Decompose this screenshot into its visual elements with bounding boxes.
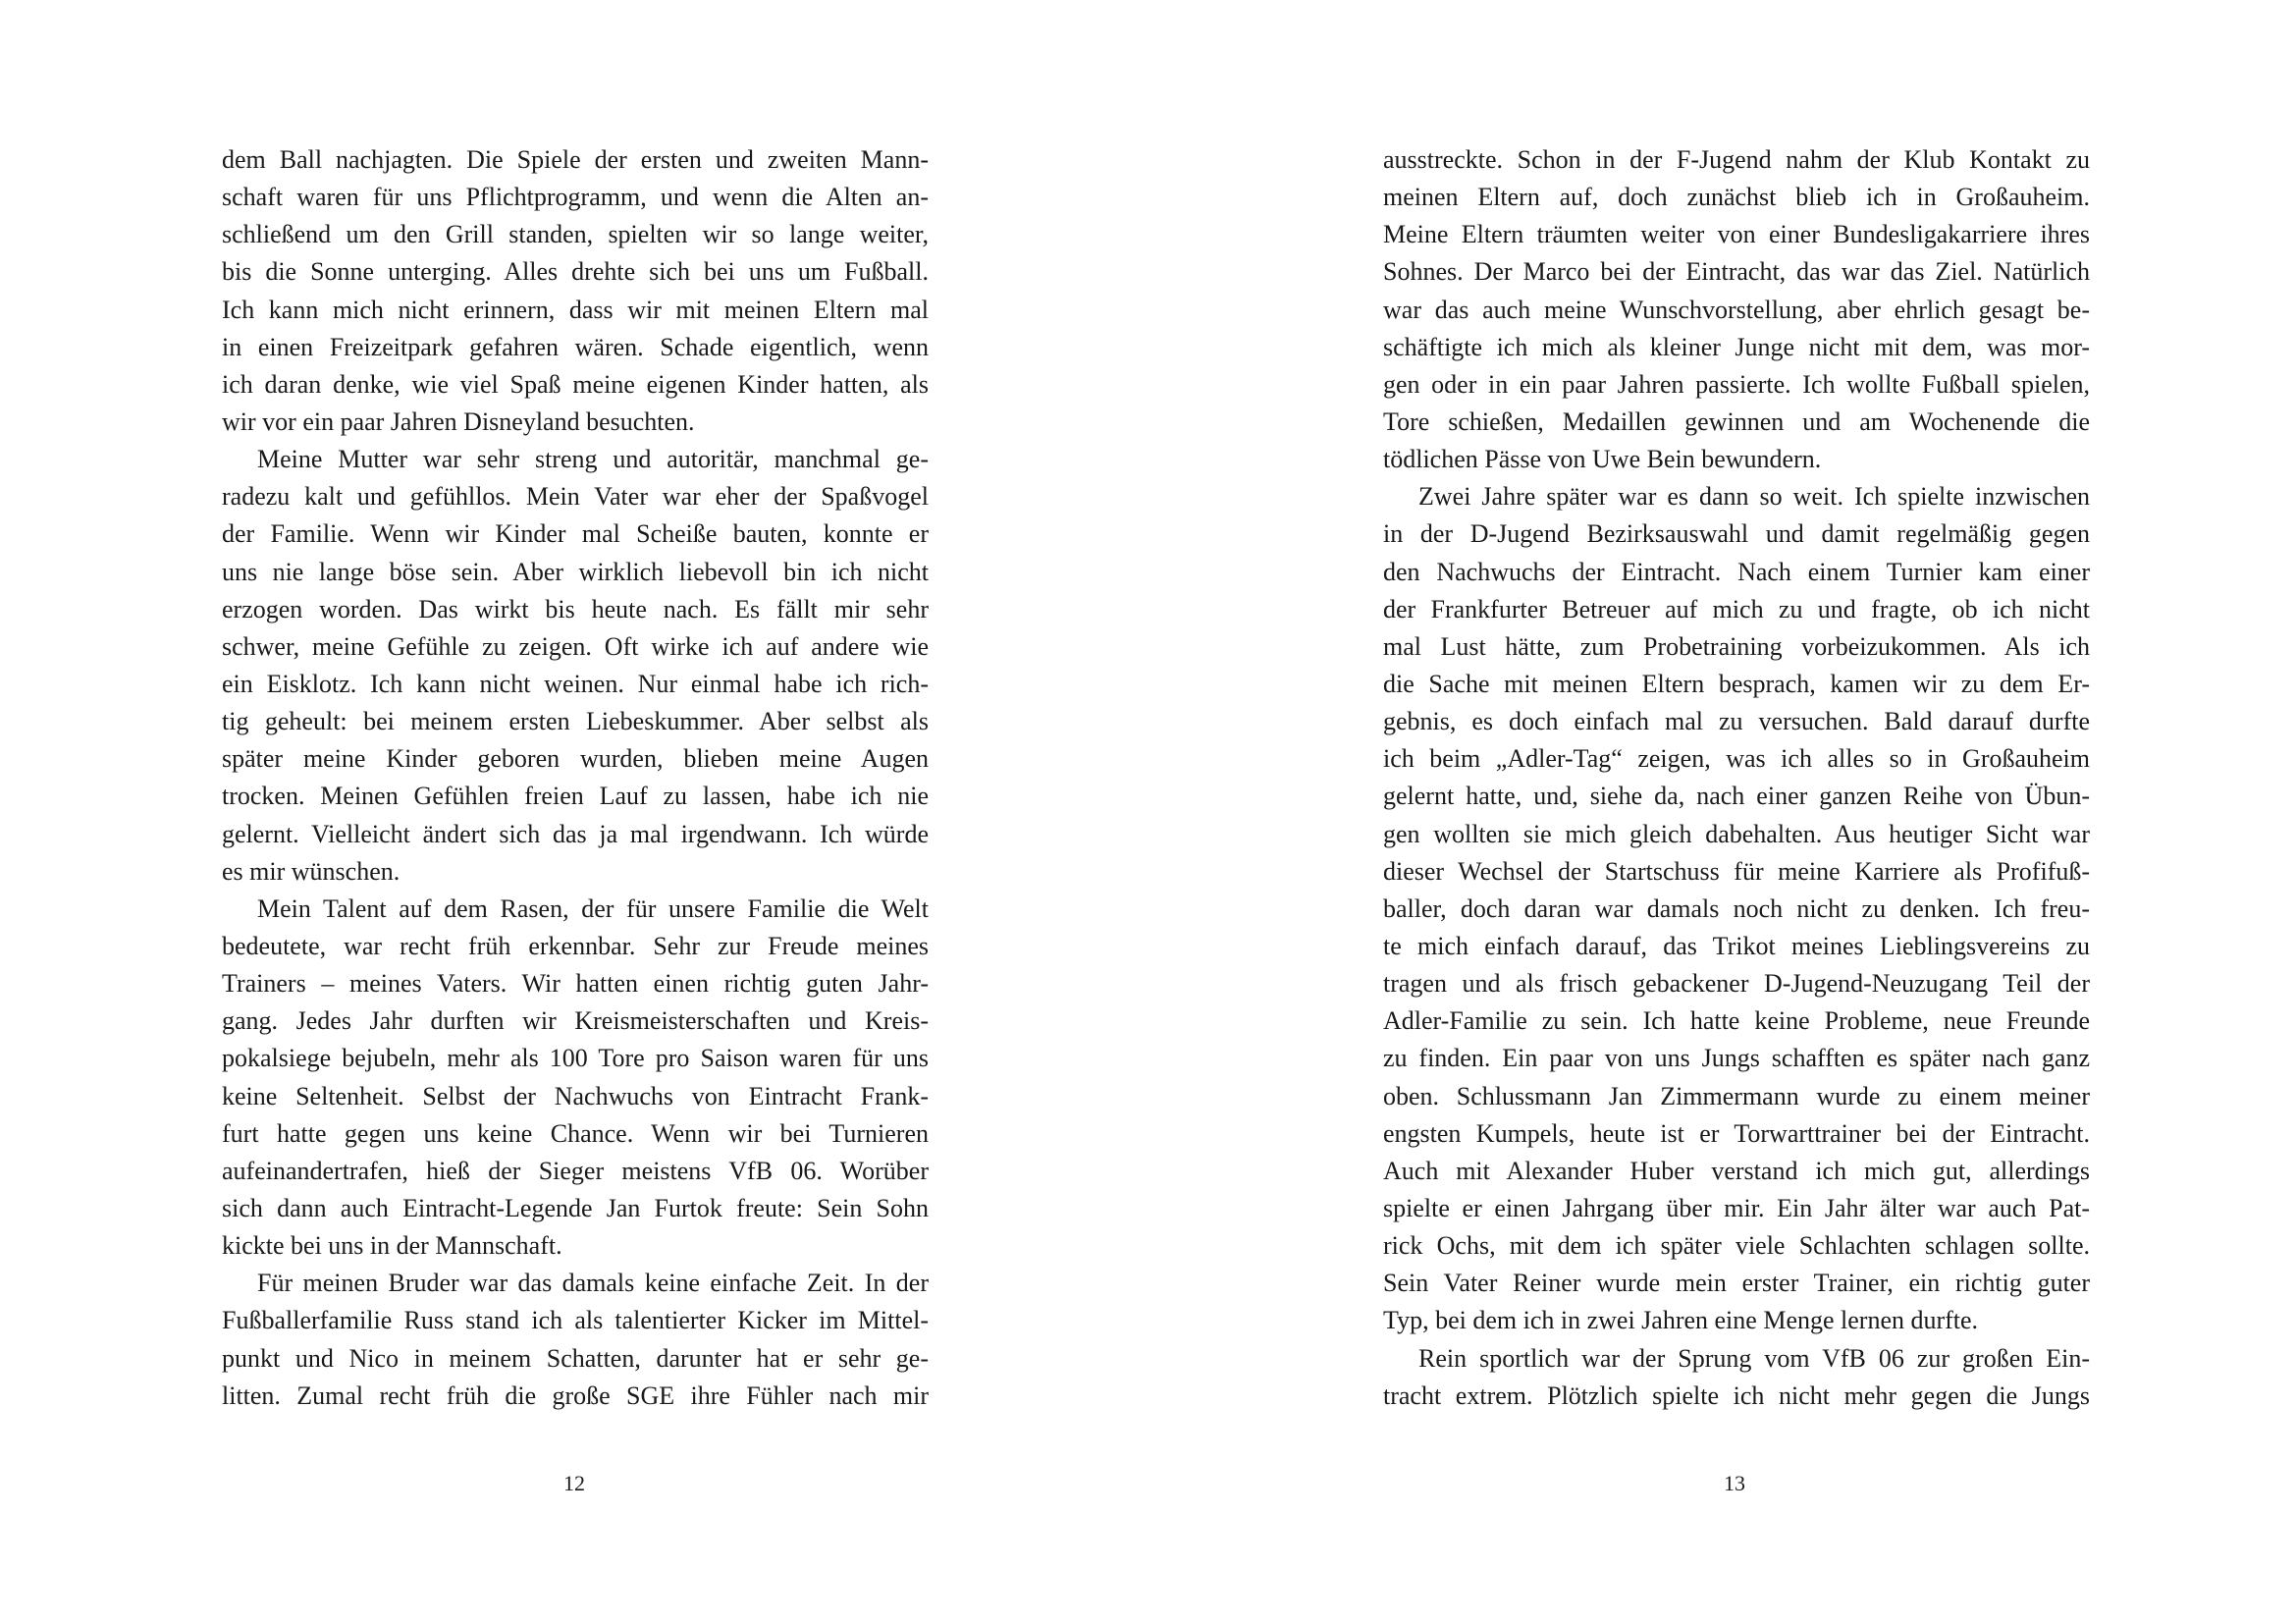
text-line: Für meinen Bruder war das damals keine einfache Zeit. In der [257, 1269, 929, 1298]
left-page-number: 12 [563, 1471, 585, 1495]
text-line: bis die Sonne unterging. Alles drehte sich bei uns um Fußball. [222, 257, 929, 287]
text-line: Sohnes. Der Marco bei der Eintracht, das war das Ziel. Natürlich [1383, 257, 2090, 287]
text-line: furt hatte gegen uns keine Chance. Wenn wir bei Turnieren [222, 1118, 929, 1148]
text-line: radezu kalt und gefühllos. Mein Vater war eher der Spaßvogel [222, 482, 929, 512]
text-line: Meine Mutter war sehr streng und autoritär, manchmal ge- [257, 445, 929, 474]
text-line: Mein Talent auf dem Rasen, der für unsere Familie die Welt [257, 893, 929, 923]
text-line: in der D-Jugend Bezirksauswahl und damit regelmäßig gegen [1383, 519, 2090, 549]
text-line: gebnis, es doch einfach mal zu versuchen. Bald darauf durfte [1383, 707, 2090, 736]
text-line: dem Ball nachjagten. Die Spiele der ersten und zweiten Mann- [222, 145, 929, 174]
text-line: es mir wünschen. [222, 856, 400, 886]
text-line: ich daran denke, wie viel Spaß meine eigenen Kinder hatten, als [222, 369, 929, 399]
text-line: Fußballerfamilie Russ stand ich als talentierter Kicker im Mittel- [222, 1306, 929, 1335]
text-line: schließend um den Grill standen, spielten wir so lange weiter, [222, 220, 929, 249]
right-page [1148, 0, 2295, 1624]
text-line: meinen Eltern auf, doch zunächst blieb ich in Großauheim. [1383, 183, 2090, 212]
text-line: mal Lust hätte, zum Probetraining vorbeizukommen. Als ich [1383, 631, 2090, 661]
text-line: gang. Jedes Jahr durften wir Kreismeisterschaften und Kreis- [222, 1006, 929, 1036]
text-line: gelernt. Vielleicht ändert sich das ja mal irgendwann. Ich würde [222, 819, 929, 848]
text-line: in einen Freizeitpark gefahren wären. Schade eigentlich, wenn [222, 332, 929, 361]
text-line: gen oder in ein paar Jahren passierte. Ich wollte Fußball spielen, [1383, 369, 2090, 399]
text-line: keine Seltenheit. Selbst der Nachwuchs von Eintracht Frank- [222, 1081, 929, 1110]
text-line: punkt und Nico in meinem Schatten, darunter hat er sehr ge- [222, 1343, 929, 1373]
text-line: Sein Vater Reiner wurde mein erster Trainer, ein richtig guter [1383, 1269, 2090, 1298]
text-line: ich beim „Adler-Tag“ zeigen, was ich alles so in Großauheim [1383, 744, 2090, 774]
text-line: uns nie lange böse sein. Aber wirklich liebevoll bin ich nicht [222, 557, 929, 586]
text-line: erzogen worden. Das wirkt bis heute nach. Es fällt mir sehr [222, 594, 929, 623]
right-page-number: 13 [1724, 1471, 1745, 1495]
text-line: baller, doch daran war damals noch nicht zu denken. Ich freu- [1383, 893, 2090, 923]
text-line: kickte bei uns in der Mannschaft. [222, 1231, 562, 1261]
text-line: aufeinandertrafen, hieß der Sieger meistens VfB 06. Worüber [222, 1156, 929, 1185]
text-line: Auch mit Alexander Huber verstand ich mich gut, allerdings [1383, 1156, 2090, 1185]
text-line: tödlichen Pässe von Uwe Bein bewundern. [1383, 445, 1822, 474]
left-page-body-text [222, 141, 929, 1415]
text-line: war das auch meine Wunschvorstellung, aber ehrlich gesagt be- [1383, 295, 2090, 324]
text-line: pokalsiege bejubeln, mehr als 100 Tore pro Saison waren für uns [222, 1044, 929, 1073]
text-line: Trainers – meines Vaters. Wir hatten einen richtig guten Jahr- [222, 969, 929, 999]
text-line: Adler-Familie zu sein. Ich hatte keine Probleme, neue Freunde [1383, 1006, 2090, 1036]
text-line: der Familie. Wenn wir Kinder mal Scheiße bauten, konnte er [222, 519, 929, 549]
text-line: später meine Kinder geboren wurden, blieben meine Augen [222, 744, 929, 774]
text-line: Typ, bei dem ich in zwei Jahren eine Menge lernen durfte. [1383, 1306, 1979, 1335]
text-line: Tore schießen, Medaillen gewinnen und am Wochenende die [1383, 406, 2090, 436]
text-line: den Nachwuchs der Eintracht. Nach einem Turnier kam einer [1383, 557, 2090, 586]
text-line: wir vor ein paar Jahren Disneyland besuchten. [222, 406, 695, 436]
text-line: trocken. Meinen Gefühlen freien Lauf zu lassen, habe ich nie [222, 782, 929, 811]
text-line: litten. Zumal recht früh die große SGE ihre Fühler nach mir [222, 1380, 929, 1410]
text-line: der Frankfurter Betreuer auf mich zu und fragte, ob ich nicht [1383, 594, 2090, 623]
text-line: zu finden. Ein paar von uns Jungs schafften es später nach ganz [1383, 1044, 2090, 1073]
text-line: schäftigte ich mich als kleiner Junge nicht mit dem, was mor- [1383, 332, 2090, 361]
text-line: engsten Kumpels, heute ist er Torwarttrainer bei der Eintracht. [1383, 1118, 2090, 1148]
text-line: te mich einfach darauf, das Trikot meines Lieblingsvereins zu [1383, 931, 2090, 960]
text-line: die Sache mit meinen Eltern besprach, kamen wir zu dem Er- [1383, 669, 2090, 698]
text-line: spielte er einen Jahrgang über mir. Ein Jahr älter war auch Pat- [1383, 1193, 2090, 1222]
text-line: ein Eisklotz. Ich kann nicht weinen. Nur einmal habe ich rich- [222, 669, 929, 698]
text-line: tragen und als frisch gebackener D-Jugend-Neuzugang Teil der [1383, 969, 2090, 999]
text-line: gen wollten sie mich gleich dabehalten. Aus heutiger Sicht war [1383, 819, 2090, 848]
text-line: ausstreckte. Schon in der F-Jugend nahm der Klub Kontakt zu [1383, 145, 2090, 174]
right-page-body-text [1383, 141, 2090, 1415]
text-line: rick Ochs, mit dem ich später viele Schlachten schlagen sollte. [1383, 1231, 2090, 1261]
text-line: Zwei Jahre später war es dann so weit. Ich spielte inzwischen [1418, 482, 2090, 512]
text-line: Ich kann mich nicht erinnern, dass wir mit meinen Eltern mal [222, 295, 929, 324]
text-line: oben. Schlussmann Jan Zimmermann wurde zu einem meiner [1383, 1081, 2090, 1110]
text-line: tig geheult: bei meinem ersten Liebeskummer. Aber selbst als [222, 707, 929, 736]
text-line: schwer, meine Gefühle zu zeigen. Oft wirke ich auf andere wie [222, 631, 929, 661]
text-line: dieser Wechsel der Startschuss für meine Karriere als Profifuß- [1383, 856, 2090, 886]
text-line: schaft waren für uns Pflichtprogramm, und wenn die Alten an- [222, 183, 929, 212]
text-line: Meine Eltern träumten weiter von einer Bundesligakarriere ihres [1383, 220, 2090, 249]
text-line: tracht extrem. Plötzlich spielte ich nicht mehr gegen die Jungs [1383, 1380, 2090, 1410]
text-line: sich dann auch Eintracht-Legende Jan Furtok freute: Sein Sohn [222, 1193, 929, 1222]
text-line: bedeutete, war recht früh erkennbar. Sehr zur Freude meines [222, 931, 929, 960]
text-line: Rein sportlich war der Sprung vom VfB 06 zur großen Ein- [1418, 1343, 2090, 1373]
text-line: gelernt hatte, und, siehe da, nach einer ganzen Reihe von Übun- [1383, 782, 2090, 811]
